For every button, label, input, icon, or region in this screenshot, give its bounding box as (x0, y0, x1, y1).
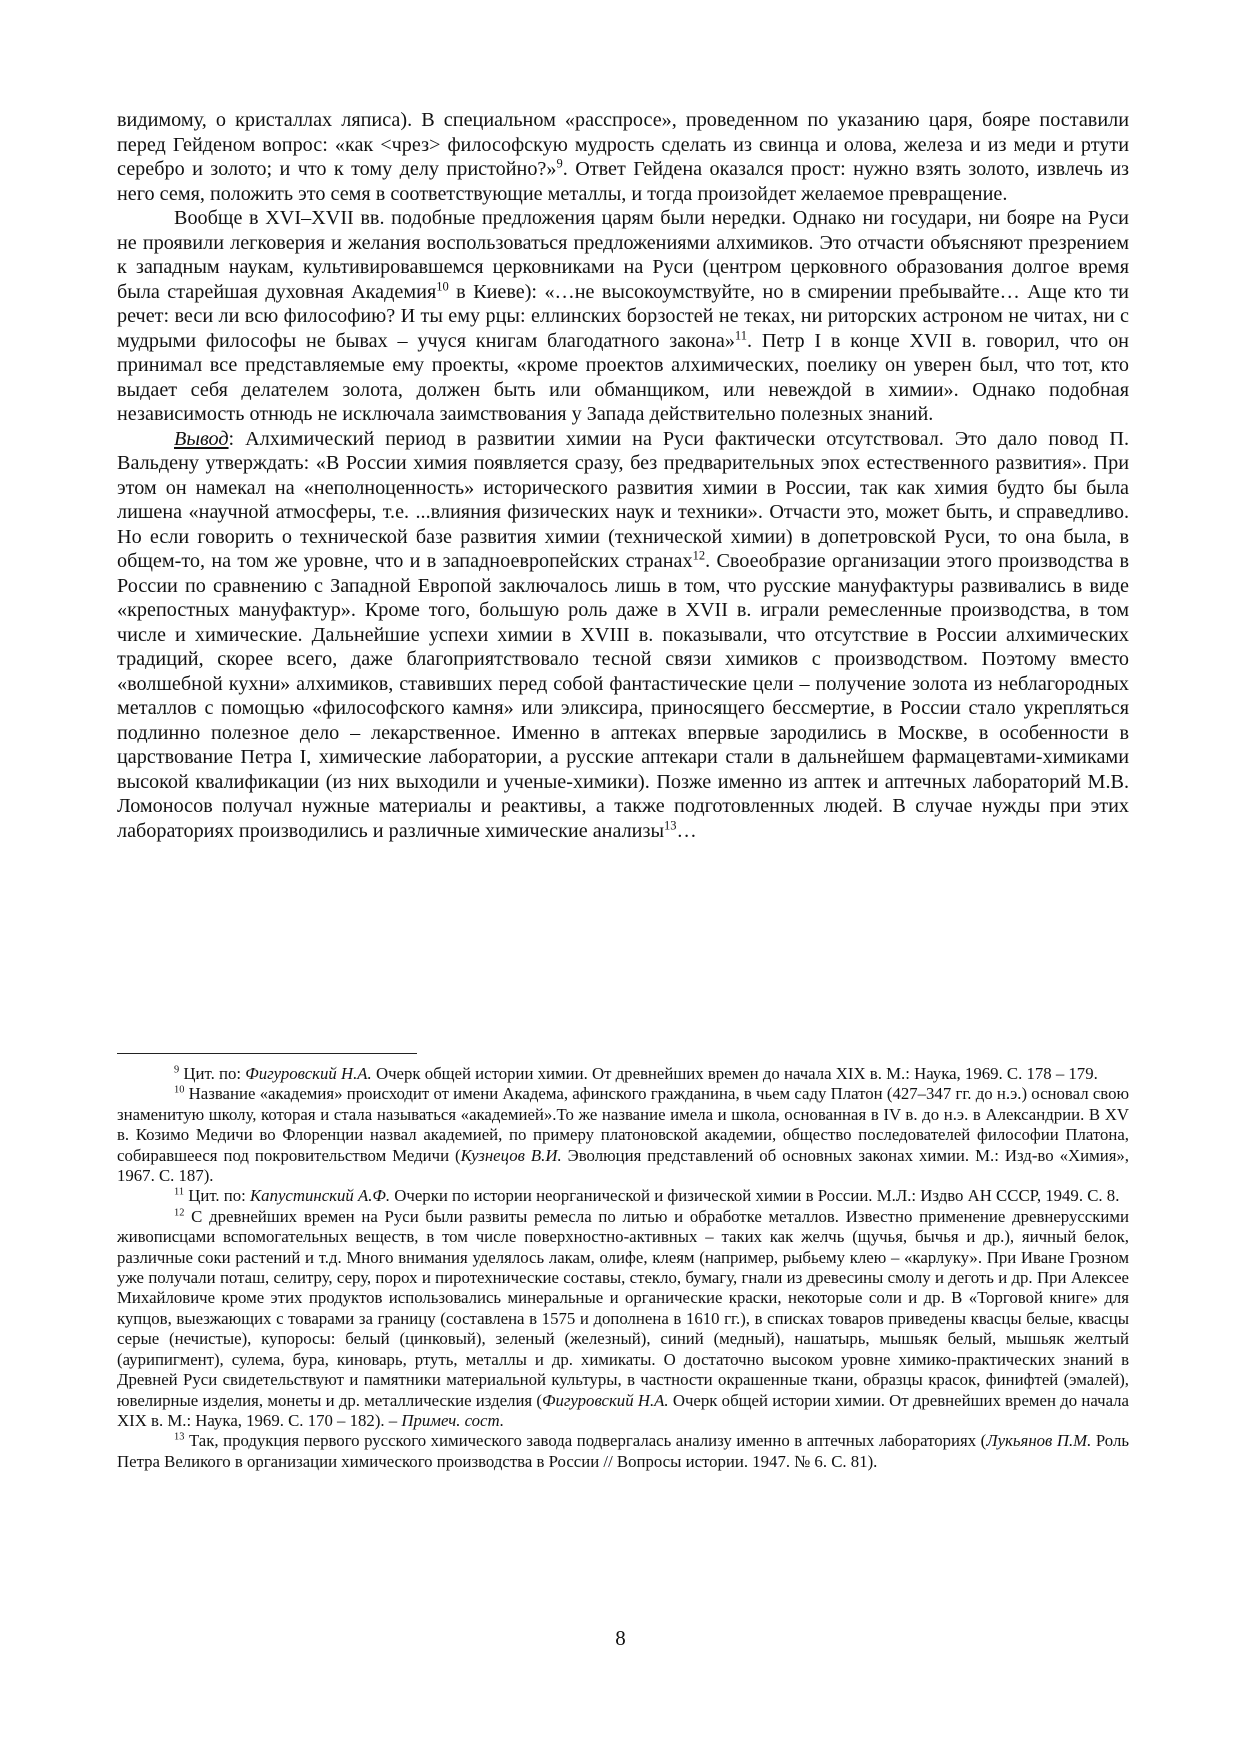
footnote-10 (117, 1084, 1129, 1186)
footnote-text: Эволюция представлений об основных законах химии. М.: Изд-во «Химия», 1967. С. 187). (117, 1145, 1130, 1186)
paragraph-2 (117, 206, 1129, 427)
footnote-number: 9 (174, 1064, 180, 1076)
paragraph-1 (117, 108, 1129, 206)
paragraph-2-text-c: . Петр I в конце XVII в. говорил, что он принимал все представляемые ему проекты, «кроме проектов алхимических, поелику он уверен был, что тот, кто выдает себя делателем золота, должен быть или обманщиком, или невеждой в химии». Однако подобная независимость отнюдь не исключала заимствования у Запада действительно полезных знаний. (117, 329, 1129, 425)
footnote-ref-11[interactable]: 11 (734, 327, 747, 342)
footnote-text: Роль Петра Великого в организации химического производства в России // Вопросы истории. 1947. № 6. С. 81). (117, 1431, 1129, 1471)
footnote-number: 10 (174, 1084, 185, 1096)
paragraph-2-text-b: в Киеве): «…не высокоумствуйте, но в смирении пребывайте… Аще кто ти речет: веси ли всю философию? И ты ему рцы: еллинских борзостей не теках, ни риторских астроном не читах, ни с мудрыми философы не бывах – учуся книгам благодатного закона» (117, 280, 1129, 352)
footnote-9 (117, 1064, 1129, 1084)
paragraph-1-end: . Ответ Гейдена оказался прост: нужно взять золото, извлечь из него семя, положить это семя в соответствующие металлы, и тогда произойдет желаемое превращение. (117, 158, 1130, 205)
footnote-text: Название «академия» происходит от имени Академа, афинского гражданина, в чьем саду Платон (427–347 гг. до н.э.) основал свою знаменитую школу, которая и стала называться «академией».То же название имела и школа, основанная в IV в. до н.э. в Александрии. В XV в. Козимо Медичи во Флоренции назвал академией, по примеру платоновской академии, общество последователей философии Платона, собиравшееся под покровительством Медичи ( (117, 1084, 1129, 1165)
footnote-ref-10[interactable]: 10 (436, 278, 449, 293)
compiler-note: Примеч. сост. (401, 1410, 505, 1430)
footnote-ref-12[interactable]: 12 (692, 548, 706, 563)
main-text (117, 108, 1129, 843)
paragraph-3-text-a: : Алхимический период в развитии химии на Руси фактически отсутствовал. Это дало повод П. Вальдену утверждать: «В России химия появляется сразу, без предварительных эпох естественного развития». При этом он намекал на «неполноценность» исторического развития химии в России, так как химия будто бы была лишена «научной атмосферы, т.е. ...влияния физических наук и техники». Отчасти это, может быть, и справедливо. Но если говорить о технической базе развития химии (технической химии) в допетровской Руси, то она была, в общем-то, на том же уровне, что и в западноевропейских странах (117, 427, 1129, 572)
paragraph-3 (117, 427, 1129, 844)
footnote-author: Фигуровский Н.А. (245, 1064, 372, 1083)
footnote-12 (117, 1207, 1129, 1431)
footnote-number: 13 (174, 1431, 185, 1443)
footnote-number: 11 (174, 1186, 185, 1198)
paragraph-3-text-b: . Своеобразие организации этого производства в России по сравнению с Западной Европой заключалось лишь в том, что русские мануфактуры развивались в виде «крепостных мануфактур». Кроме того, большую роль даже в XVII в. играли ремесленные производства, в том числе и химические. Дальнейшие успехи химии в XVIII в. показывали, что отсутствие в России алхимических традиций, скорее всего, даже благоприятствовало тесной связи химиков с производством. Поэтому вместо «волшебной кухни» алхимиков, ставивших перед собой фантастические цели – получение золота из неблагородных металлов с помощью «философского камня» или эликсира, приносящего бессмертие, в России стало укрепляться подлинно полезное дело – лекарственное. Именно в аптеках впервые зародились в Москве, в особенности в царствование Петра I, химические лаборатории, а русские аптекари стали в дальнейшем фармацевтами-химиками высокой квалификации (из них выходили и ученые-химики). Позже именно из аптек и аптечных лабораторий М.В. Ломоносов получал нужные материалы и реактивы, а также подготовленных людей. В случае нужды при этих лабораториях производились и различные химические анализы (117, 550, 1129, 842)
footnote-author: Капустинский А.Ф. (250, 1186, 391, 1206)
footnote-11 (117, 1186, 1129, 1206)
footnote-text: Цит. по: (179, 1064, 246, 1083)
footnote-author: Фигуровский Н.А. (542, 1390, 669, 1410)
paragraph-3-end: … (676, 819, 697, 842)
paragraph-1-text: видимому, о кристаллах ляписа). В специальном «расспросе», проведенном по указанию царя, бояре поставили перед Гейденом вопрос: «как <чрез> философскую мудрость сделать из свинца и олова, железа и из меди и ртути серебро и золото; и что к тому делу пристойно?» (117, 109, 1129, 180)
footnote-text: Так, продукция первого русского химического завода подвергалась анализу именно в аптечных лабораториях ( (184, 1431, 987, 1451)
footnote-text: Очерки по истории неорганической и физической химии в России. М.Л.: Издво АН СССР, 1949. С. 8. (390, 1186, 1120, 1206)
footnote-13 (117, 1431, 1129, 1472)
conclusion-label: Вывод (174, 427, 229, 450)
paragraph-2-text-a: Вообще в XVI–XVII вв. подобные предложения царям были нередки. Однако ни государи, ни бояре на Руси не проявили легковерия и желания воспользоваться предложениями алхимиков. Это отчасти объясняют презрением к западным наукам, культивировавшемся церковниками на Руси (центром церковного образования долгое время была старейшая духовная Академия (117, 207, 1129, 303)
page-number: 8 (615, 1626, 626, 1650)
footnote-number: 12 (174, 1207, 185, 1219)
footnotes (117, 1064, 1129, 1472)
footnote-text: Очерк общей истории химии. От древнейших времен до начала XIX в. М.: Наука, 1969. С. 170 – 182). – (117, 1390, 1129, 1430)
footnote-text: Очерк общей истории химии. От древнейших времен до начала XIX в. М.: Наука, 1969. С. 178 – 179. (371, 1064, 1098, 1083)
footnote-ref-13[interactable]: 13 (664, 817, 677, 832)
footnote-author: Лукьянов П.М. (986, 1431, 1092, 1451)
footnote-text: Цит. по: (184, 1186, 251, 1206)
footnote-text: С древнейших времен на Руси были развиты ремесла по литью и обработке металлов. Известно применение древнерусскими живописцами вспомогательных веществ, в том числе поверхностно-активных – таких как желчь (щучья, бычья и др.), яичный белок, различные соки растений и т.д. Много внимания уделялось лакам, олифе, клеям (например, рыбьему клею – «карлуку». При Иване Грозном уже получали поташ, селитру, серу, порох и пиротехнические составы, стекло, бумагу, гнали из древесины смолу и деготь и др. При Алексее Михайловиче кроме этих продуктов использовались минеральные и органические краски, некоторые соли и др. В «Торговой книге» для купцов, выезжающих с товарами за границу (составлена в 1575 и дополнена в 1610 гг.), в списках товаров приведены квасцы белые, квасцы серые (нечистые), купоросы: белый (цинковый), зеленый (железный), синий (медный), нашатырь, мышьяк белый, мышьяк желтый (аурипигмент), сулема, бура, киноварь, ртуть, металлы и др. химикаты. О достаточно высоком уровне химико-практических знаний в Древней Руси свидетельствуют и памятники материальной культуры, в частности окрашенные ткани, образцы красок, финифтей (эмалей), ювелирные изделия, монеты и др. металлические изделия ( (117, 1206, 1129, 1410)
footnote-separator (117, 1053, 417, 1054)
footnote-author: Кузнецов В.И. (460, 1145, 562, 1165)
footnote-ref-9[interactable]: 9 (556, 156, 563, 171)
